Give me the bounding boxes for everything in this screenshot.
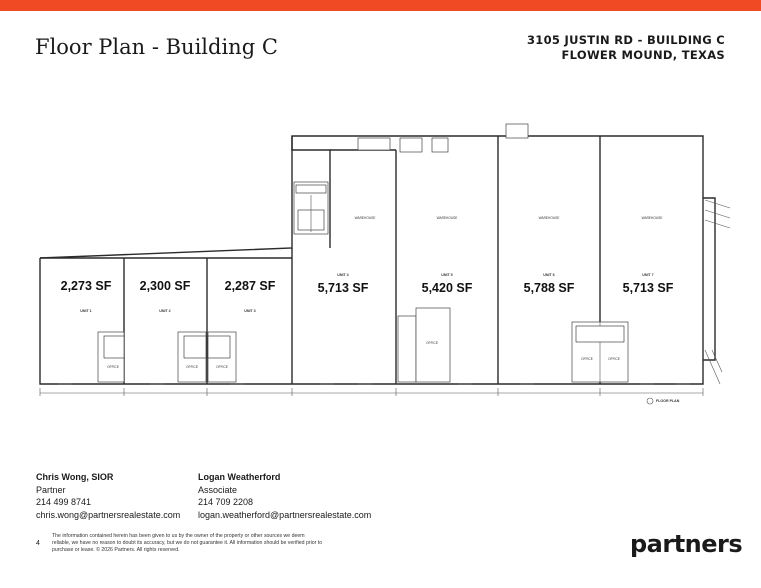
unit-1-sf: 2,273 SF <box>60 279 112 293</box>
contact-2-email[interactable]: logan.weatherford@partnersrealestate.com <box>198 509 372 520</box>
plan-caption-marker <box>647 398 653 404</box>
partners-logo: partners <box>630 530 743 558</box>
warehouse-tag-unit-4: WAREHOUSE <box>354 216 376 220</box>
unit-5-tag: UNIT 5 <box>441 273 453 277</box>
address-line-street: 3105 JUSTIN RD - BUILDING C <box>527 33 725 47</box>
contact-1-name: Chris Wong, SIOR <box>36 472 114 482</box>
contact-2-title: Associate <box>198 484 238 495</box>
contact-1-email[interactable]: chris.wong@partnersrealestate.com <box>36 509 181 520</box>
unit-3-sf: 2,287 SF <box>224 279 276 293</box>
office-tag-unit-1: OFFICE <box>107 365 119 369</box>
unit-6-sf: 5,788 SF <box>523 281 575 295</box>
plan-caption: FLOOR PLAN <box>656 399 680 403</box>
warehouse-tag-unit-6: WAREHOUSE <box>538 216 560 220</box>
warehouse-tag-unit-7: WAREHOUSE <box>641 216 663 220</box>
disclaimer-text: The information contained herein has been given to us by the owner of the property or other sources we deem reliable, we have no reason to doubt its accuracy, but we do not guarantee it. All information should be verified prior to purchase or lease. © 2026 Partners. All rights reserved. <box>52 533 323 553</box>
column-grid <box>40 388 703 396</box>
office-tag-unit-6: OFFICE <box>581 357 593 361</box>
unit-3-tag: UNIT 3 <box>244 309 256 313</box>
unit-1-tag: UNIT 1 <box>80 309 92 313</box>
unit-4-tag: UNIT 4 <box>337 273 349 277</box>
office-tag-unit-3: OFFICE <box>216 365 228 369</box>
unit-5-sf: 5,420 SF <box>421 281 473 295</box>
address-line-city: FLOWER MOUND, TEXAS <box>561 48 725 62</box>
warehouse-tag-unit-5: WAREHOUSE <box>436 216 458 220</box>
page-title: Floor Plan - Building C <box>35 35 278 59</box>
contact-card-1 <box>36 471 180 521</box>
contact-2-name: Logan Weatherford <box>198 472 281 482</box>
office-tag-unit-7: OFFICE <box>608 357 620 361</box>
exterior-steps <box>705 200 730 384</box>
unit-2-tag: UNIT 2 <box>159 309 171 313</box>
unit-7-sf: 5,713 SF <box>622 281 674 295</box>
contact-1-phone[interactable]: 214 499 8741 <box>36 497 92 507</box>
restroom-core <box>294 124 528 234</box>
page-number: 4 <box>36 540 40 547</box>
contact-2-phone[interactable]: 214 709 2208 <box>198 497 254 507</box>
unit-4-sf: 5,713 SF <box>317 281 369 295</box>
unit-6-tag: UNIT 6 <box>543 273 555 277</box>
office-tag-unit-5: OFFICE <box>426 341 438 345</box>
unit-7-tag: UNIT 7 <box>642 273 654 277</box>
office-clusters <box>98 308 628 382</box>
unit-2-sf: 2,300 SF <box>139 279 191 293</box>
contact-1-title: Partner <box>36 484 66 495</box>
office-tag-unit-2: OFFICE <box>186 365 198 369</box>
contact-card-2 <box>198 471 371 521</box>
